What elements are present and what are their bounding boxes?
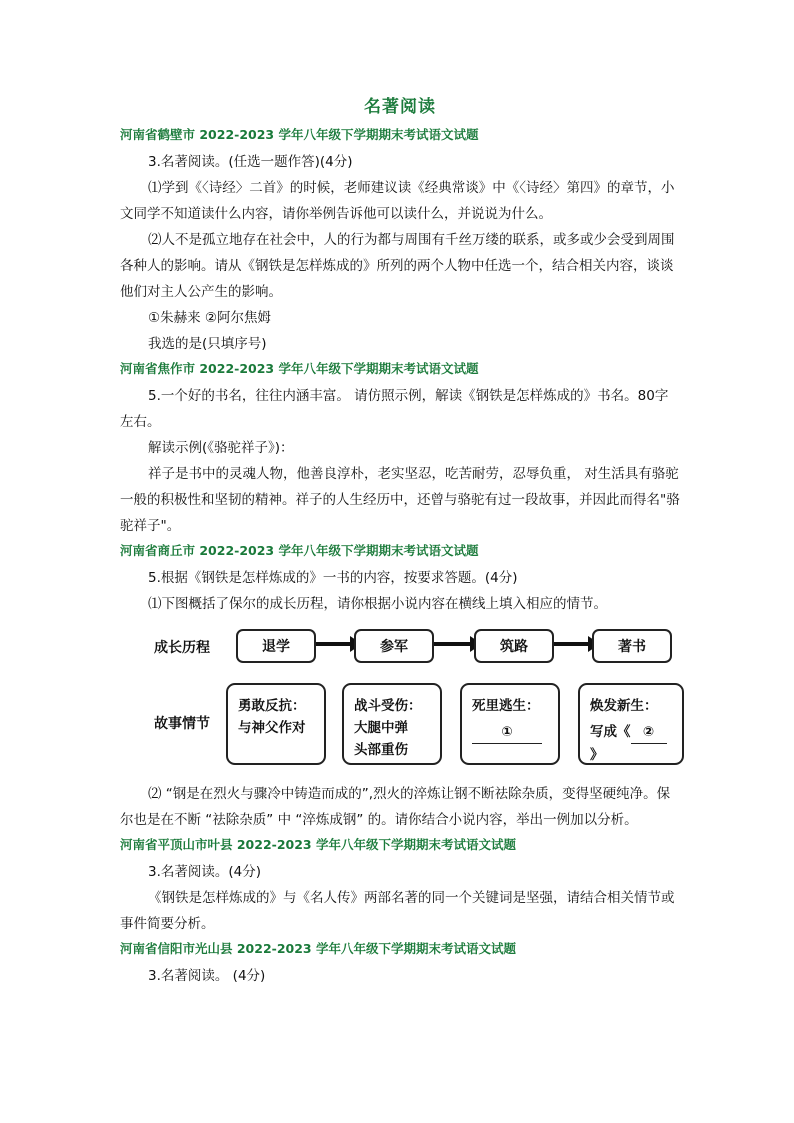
source-heading-3: 河南省商丘市 2022-2023 学年八年级下学期期末考试语文试题	[120, 543, 479, 558]
question-3-part-2: ⑵ “钢是在烈火与骤冷中铸造而成的”,烈火的淬炼让钢不断祛除杂质，变得坚硬纯净。保尔也是在不断 “祛除杂质” 中 “淬炼成钢” 的。请你结合小说内容，举出一例加以分析。	[120, 786, 671, 828]
question-head-5: 3.名著阅读。 (4分)	[148, 968, 266, 984]
question-4-body: 《钢铁是怎样炼成的》与《名人传》两部名著的同一个关键词是坚强，请结合相关情节或事件简要分析。	[120, 890, 675, 932]
example-text: 祥子是书中的灵魂人物，他善良淳朴，老实坚忍，吃苦耐劳，忍辱负重， 对生活具有骆驼一般的积极性和坚韧的精神。祥子的人生经历中，还曾与骆驼有过一段故事，并因此而得名"骆驼祥子"。	[120, 466, 680, 534]
story-2-line-3: 头部重伤	[354, 742, 408, 758]
question-3-part-1: ⑴下图概括了保尔的成长历程，请你根据小说内容在横线上填入相应的情节。	[148, 596, 607, 612]
choice-prompt: 我选的是(只填序号)	[148, 336, 267, 352]
page-title: 名著阅读	[364, 97, 436, 117]
stage-box-2: 参军	[354, 629, 434, 663]
stage-box-3: 筑路	[474, 629, 554, 663]
source-heading-1: 河南省鹤壁市 2022-2023 学年八年级下学期期末考试语文试题	[120, 127, 479, 142]
row-label-growth: 成长历程	[154, 640, 210, 656]
stage-box-4: 著书	[592, 629, 672, 663]
question-1-part-2: ⑵人不是孤立地存在社会中，人的行为都与周围有千丝万缕的联系，或多或少会受到周围各种人的影响。请从《钢铁是怎样炼成的》所列的两个人物中任选一个，结合相关内容，谈谈他们对主人公产生的影响。	[120, 232, 675, 300]
story-4-write: 写成《	[590, 724, 631, 740]
question-head-3: 5.根据《钢铁是怎样炼成的》一书的内容，按要求答题。(4分)	[148, 570, 518, 586]
source-heading-5: 河南省信阳市光山县 2022-2023 学年八年级下学期期末考试语文试题	[120, 941, 516, 956]
story-2-line-1: 战斗受伤：	[354, 698, 422, 714]
story-2-line-2: 大腿中弹	[354, 720, 408, 736]
stage-box-1: 退学	[236, 629, 316, 663]
blank-2: ②	[631, 721, 667, 744]
story-box-3	[460, 683, 560, 765]
arrow-2	[434, 642, 472, 646]
arrow-1	[316, 642, 352, 646]
story-box-2	[342, 683, 442, 765]
source-heading-2: 河南省焦作市 2022-2023 学年八年级下学期期末考试语文试题	[120, 361, 479, 376]
story-1-line-1: 勇敢反抗：	[238, 698, 306, 714]
example-heading: 解读示例(《骆驼祥子》)：	[148, 440, 294, 456]
story-box-1	[226, 683, 326, 765]
document-page	[120, 92, 680, 989]
story-4-line-1: 焕发新生：	[590, 698, 658, 714]
question-head-1: 3.名著阅读。(任选一题作答)(4分)	[148, 154, 353, 170]
character-options: ①朱赫来 ②阿尔焦姆	[148, 310, 271, 326]
arrow-3	[554, 642, 590, 646]
question-1-part-1: ⑴学到《〈诗经〉二首》的时候，老师建议读《经典常谈》中《〈诗经〉第四》的章节，小文同学不知道读什么内容，请你举例告诉他可以读什么，并说说为什么。	[120, 180, 675, 222]
question-head-2: 5.一个好的书名，往往内涵丰富。 请仿照示例，解读《钢铁是怎样炼成的》书名。80字左右。	[120, 388, 669, 430]
question-head-4: 3.名著阅读。(4分)	[148, 864, 262, 880]
story-3-line-1: 死里逃生：	[472, 698, 540, 714]
story-box-4	[578, 683, 684, 765]
row-label-story: 故事情节	[154, 716, 210, 732]
story-1-line-2: 与神父作对	[238, 720, 306, 736]
source-heading-4: 河南省平顶山市叶县 2022-2023 学年八年级下学期期末考试语文试题	[120, 837, 516, 852]
blank-1: ①	[472, 721, 542, 744]
growth-diagram	[120, 625, 680, 775]
story-4-end: 》	[590, 747, 604, 763]
